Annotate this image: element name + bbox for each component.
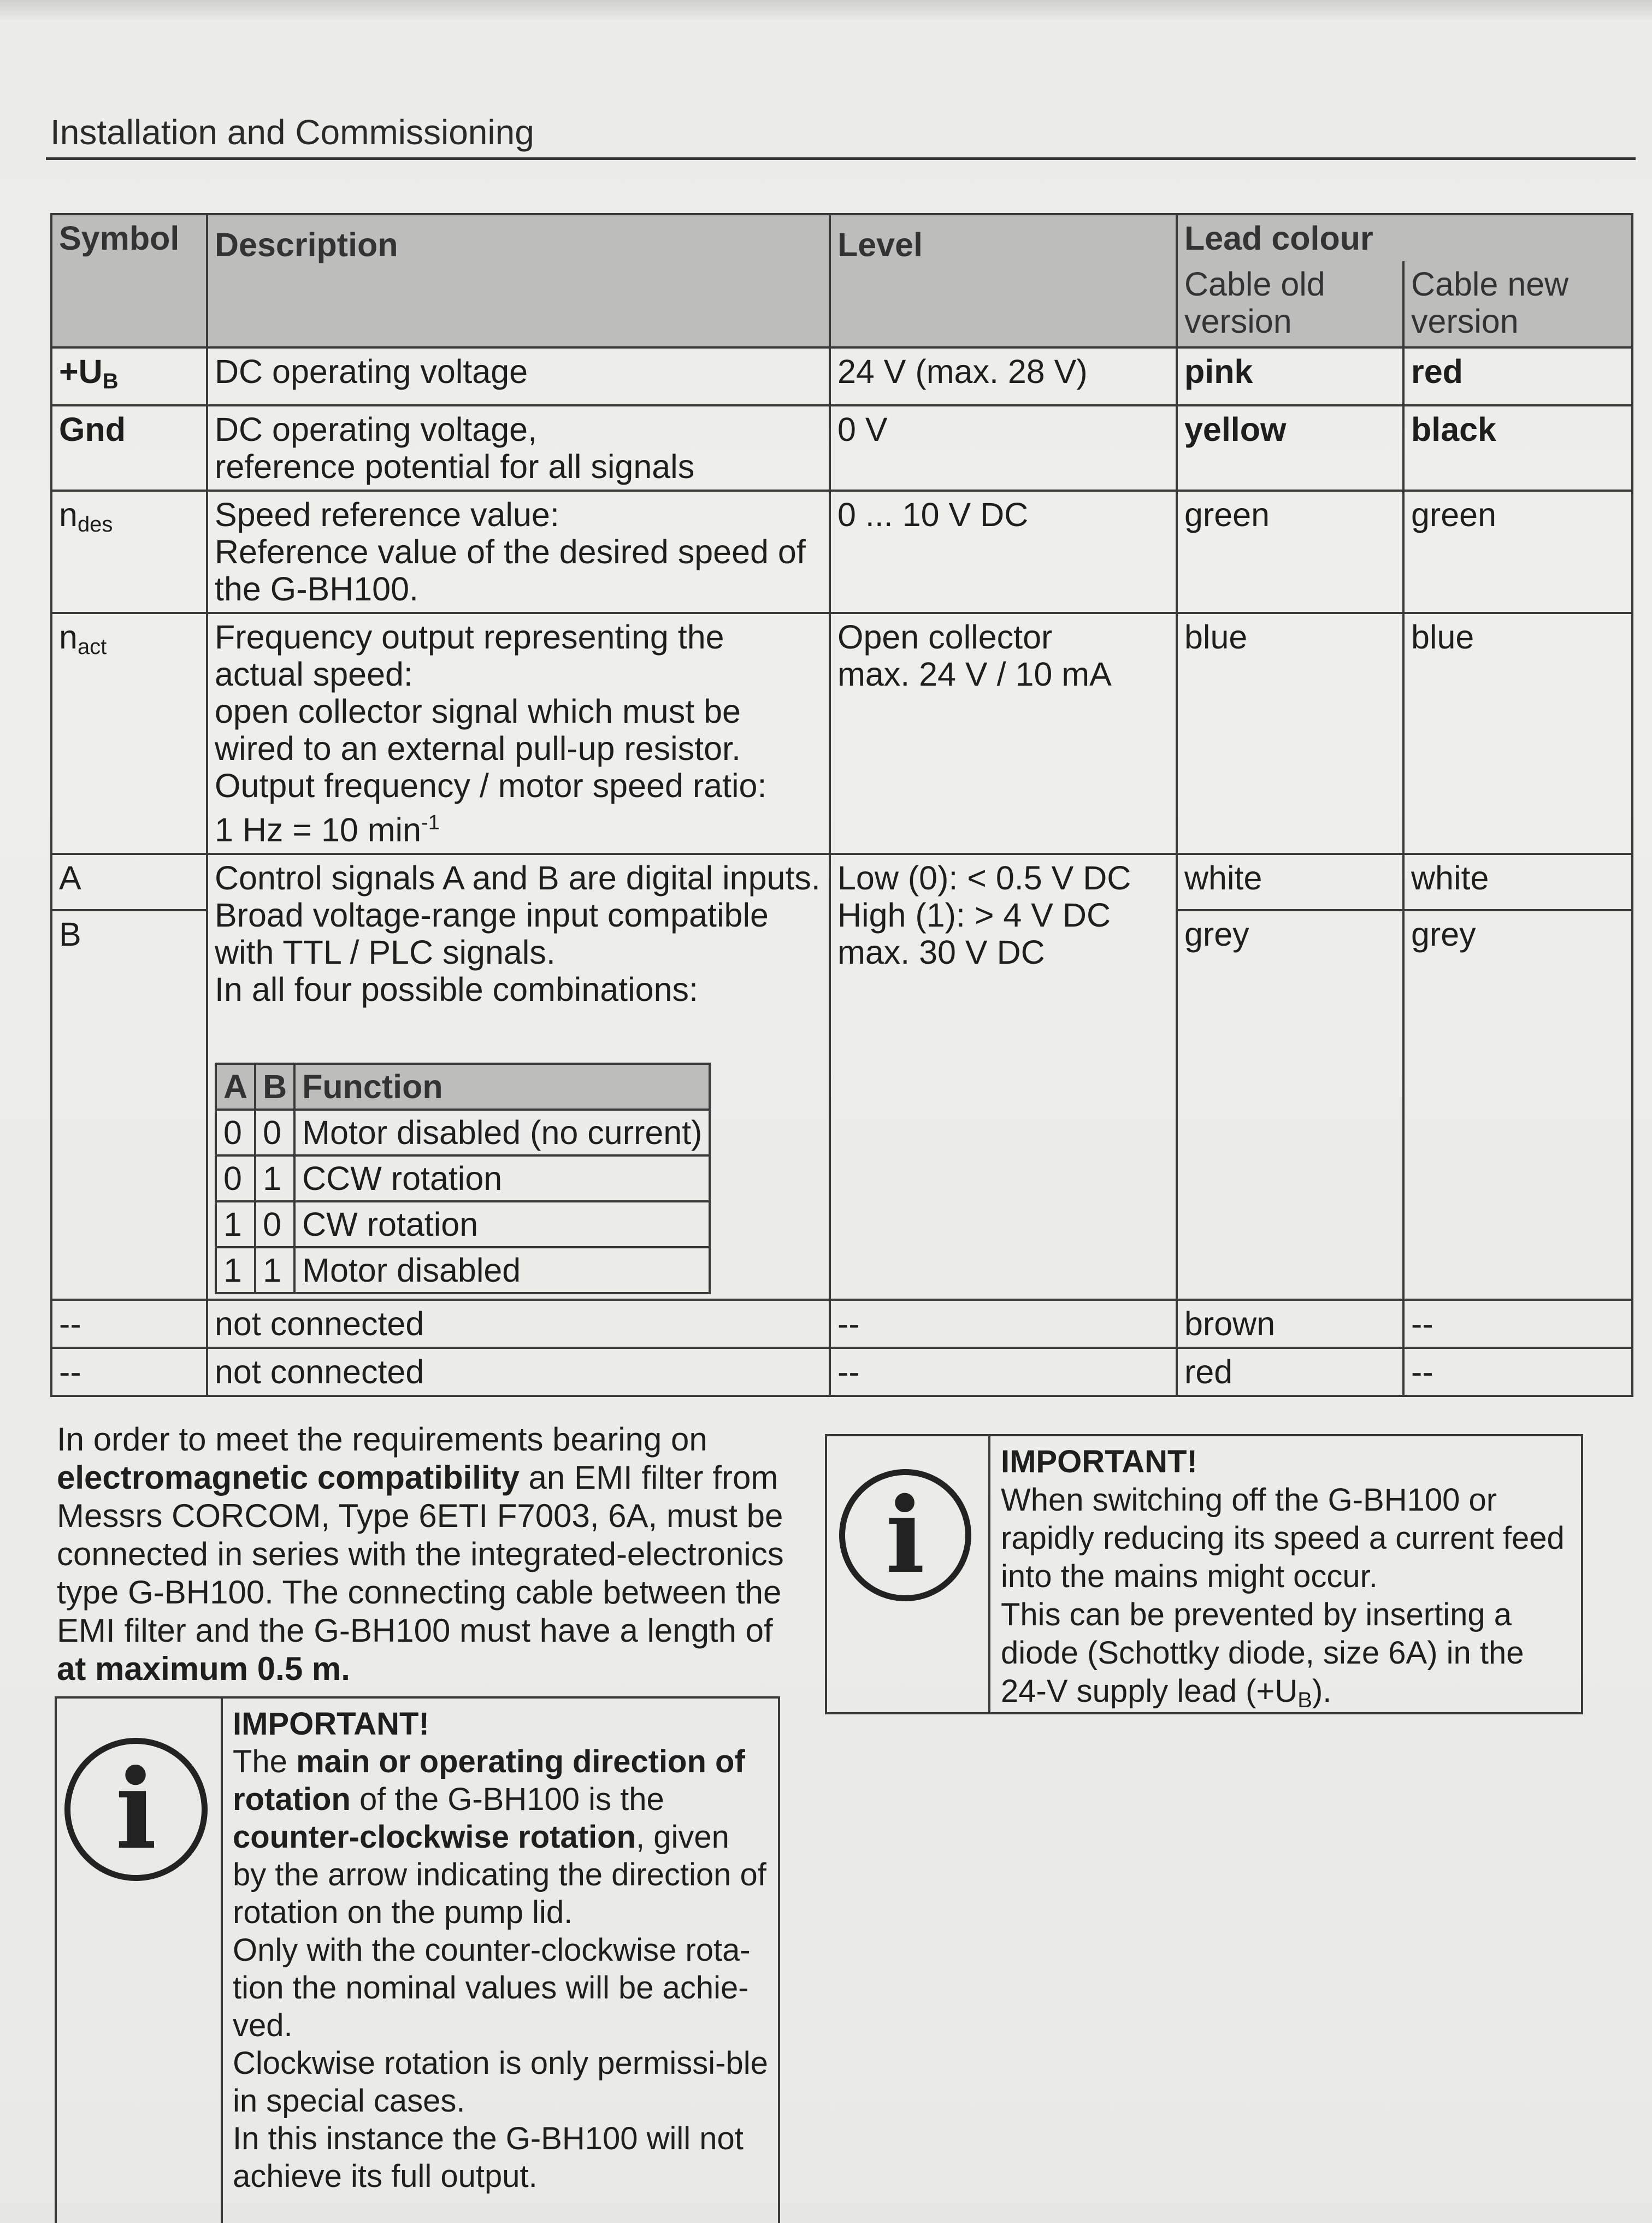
level-cell: 0 ... 10 V DC — [830, 491, 1177, 613]
colour-new-cell: black — [1403, 405, 1632, 491]
signal-table — [50, 213, 1633, 1397]
function-row: 1 1 Motor disabled — [216, 1247, 710, 1293]
colour-old-cell: yellow — [1177, 405, 1403, 491]
colour-new-cell: blue — [1403, 613, 1632, 854]
description-cell: Control signals A and B are digital inputs. Broad voltage-range input compatible with TTL / PLC signals. In all four possible combinations: A B Function 0 0 Motor disabled (no current) 0 1 CCW rotation 1 0 CW rotation 1 1 Motor disabled — [207, 854, 830, 1300]
header-description: Description — [207, 214, 830, 347]
colour-new-cell: white — [1403, 854, 1632, 910]
header-cable-new: Cable new version — [1403, 261, 1632, 347]
level-cell: -- — [830, 1300, 1177, 1348]
header-symbol: Symbol — [51, 214, 207, 347]
symbol-cell: ndes — [51, 491, 207, 613]
colour-new-cell: grey — [1403, 910, 1632, 1300]
colour-old-cell: blue — [1177, 613, 1403, 854]
colour-old-cell: pink — [1177, 347, 1403, 405]
table-row — [51, 1300, 1632, 1348]
colour-old-cell: red — [1177, 1348, 1403, 1396]
colour-new-cell: green — [1403, 491, 1632, 613]
colour-old-cell: white — [1177, 854, 1403, 910]
symbol-cell-a: A — [51, 854, 207, 910]
description-cell: not connected — [207, 1348, 830, 1396]
symbol-cell: +UB — [51, 347, 207, 405]
function-row: 1 0 CW rotation — [216, 1201, 710, 1247]
colour-old-cell: brown — [1177, 1300, 1403, 1348]
level-cell: -- — [830, 1348, 1177, 1396]
important-text-left: IMPORTANT! The main or operating direction of rotation of the G-BH100 is the counter-clockwise rotation, given by the arrow indicating the direction of rotation on the pump lid. Only with the counter-clockwise rota-tion the nominal values will be achie-ved. Clockwise rotation is only permissi-ble in special cases. In this instance the G-BH100 will not achieve its full output. — [233, 1706, 768, 2194]
table-row — [51, 854, 1632, 910]
colour-new-cell: -- — [1403, 1300, 1632, 1348]
header-cable-old: Cable old version — [1177, 261, 1403, 347]
level-cell: 24 V (max. 28 V) — [830, 347, 1177, 405]
info-icon: i — [839, 1469, 971, 1601]
symbol-cell-b: B — [51, 910, 207, 1300]
colour-new-cell: red — [1403, 347, 1632, 405]
info-icon-cell — [827, 1436, 990, 1712]
symbol-cell: -- — [51, 1348, 207, 1396]
header-level: Level — [830, 214, 1177, 347]
emi-filter-paragraph: In order to meet the requirements bearing on electromagnetic compatibility an EMI filter from Messrs CORCOM, Type 6ETI F7003, 6A, must be connected in series with the integrated-electronics type G-BH100. The connecting cable between the EMI filter and the G-BH100 must have a length of at maximum 0.5 m. — [57, 1421, 784, 1687]
level-cell: 0 V — [830, 405, 1177, 491]
level-cell: Low (0): < 0.5 V DC High (1): > 4 V DC max. 30 V DC — [830, 854, 1177, 1300]
header-rule — [46, 157, 1636, 160]
description-cell: not connected — [207, 1300, 830, 1348]
info-icon-cell — [57, 1699, 223, 2223]
table-row — [51, 613, 1632, 854]
colour-old-cell: green — [1177, 491, 1403, 613]
colour-old-cell: grey — [1177, 910, 1403, 1300]
colour-new-cell: -- — [1403, 1348, 1632, 1396]
table-row — [51, 491, 1632, 613]
table-header-row — [51, 214, 1632, 261]
header-lead-colour: Lead colour — [1177, 214, 1632, 261]
description-cell: Speed reference value: Reference value of the desired speed of the G-BH100. — [207, 491, 830, 613]
symbol-cell: -- — [51, 1300, 207, 1348]
info-icon: i — [64, 1738, 208, 1881]
description-cell: DC operating voltage — [207, 347, 830, 405]
function-row: 0 0 Motor disabled (no current) — [216, 1110, 710, 1155]
description-cell: DC operating voltage, reference potential for all signals — [207, 405, 830, 491]
description-cell: Frequency output representing the actual speed: open collector signal which must be wired to an external pull-up resistor. Output frequency / motor speed ratio: 1 Hz = 10 $\min^{-1}$ — [207, 613, 830, 854]
function-row: 0 1 CCW rotation — [216, 1155, 710, 1201]
table-row — [51, 347, 1632, 405]
important-text-right: IMPORTANT! When switching off the G-BH100 or rapidly reducing its speed a current feed into the mains might occur. This can be prevented by inserting a diode (Schottky diode, size 6A) in the 24-V supply lead (+UB). — [1001, 1444, 1565, 1712]
important-box-left — [55, 1696, 780, 2223]
important-box-right — [825, 1434, 1583, 1714]
table-row — [51, 1348, 1632, 1396]
symbol-cell: nact — [51, 613, 207, 854]
symbol-cell: Gnd — [51, 405, 207, 491]
level-cell: Open collector max. 24 V / 10 mA — [830, 613, 1177, 854]
section-header: Installation and Commissioning — [50, 113, 534, 152]
table-row — [51, 405, 1632, 491]
function-table: A B Function 0 0 Motor disabled (no current) 0 1 CCW rotation 1 0 CW rotation 1 1 Motor disabled — [215, 1063, 711, 1294]
